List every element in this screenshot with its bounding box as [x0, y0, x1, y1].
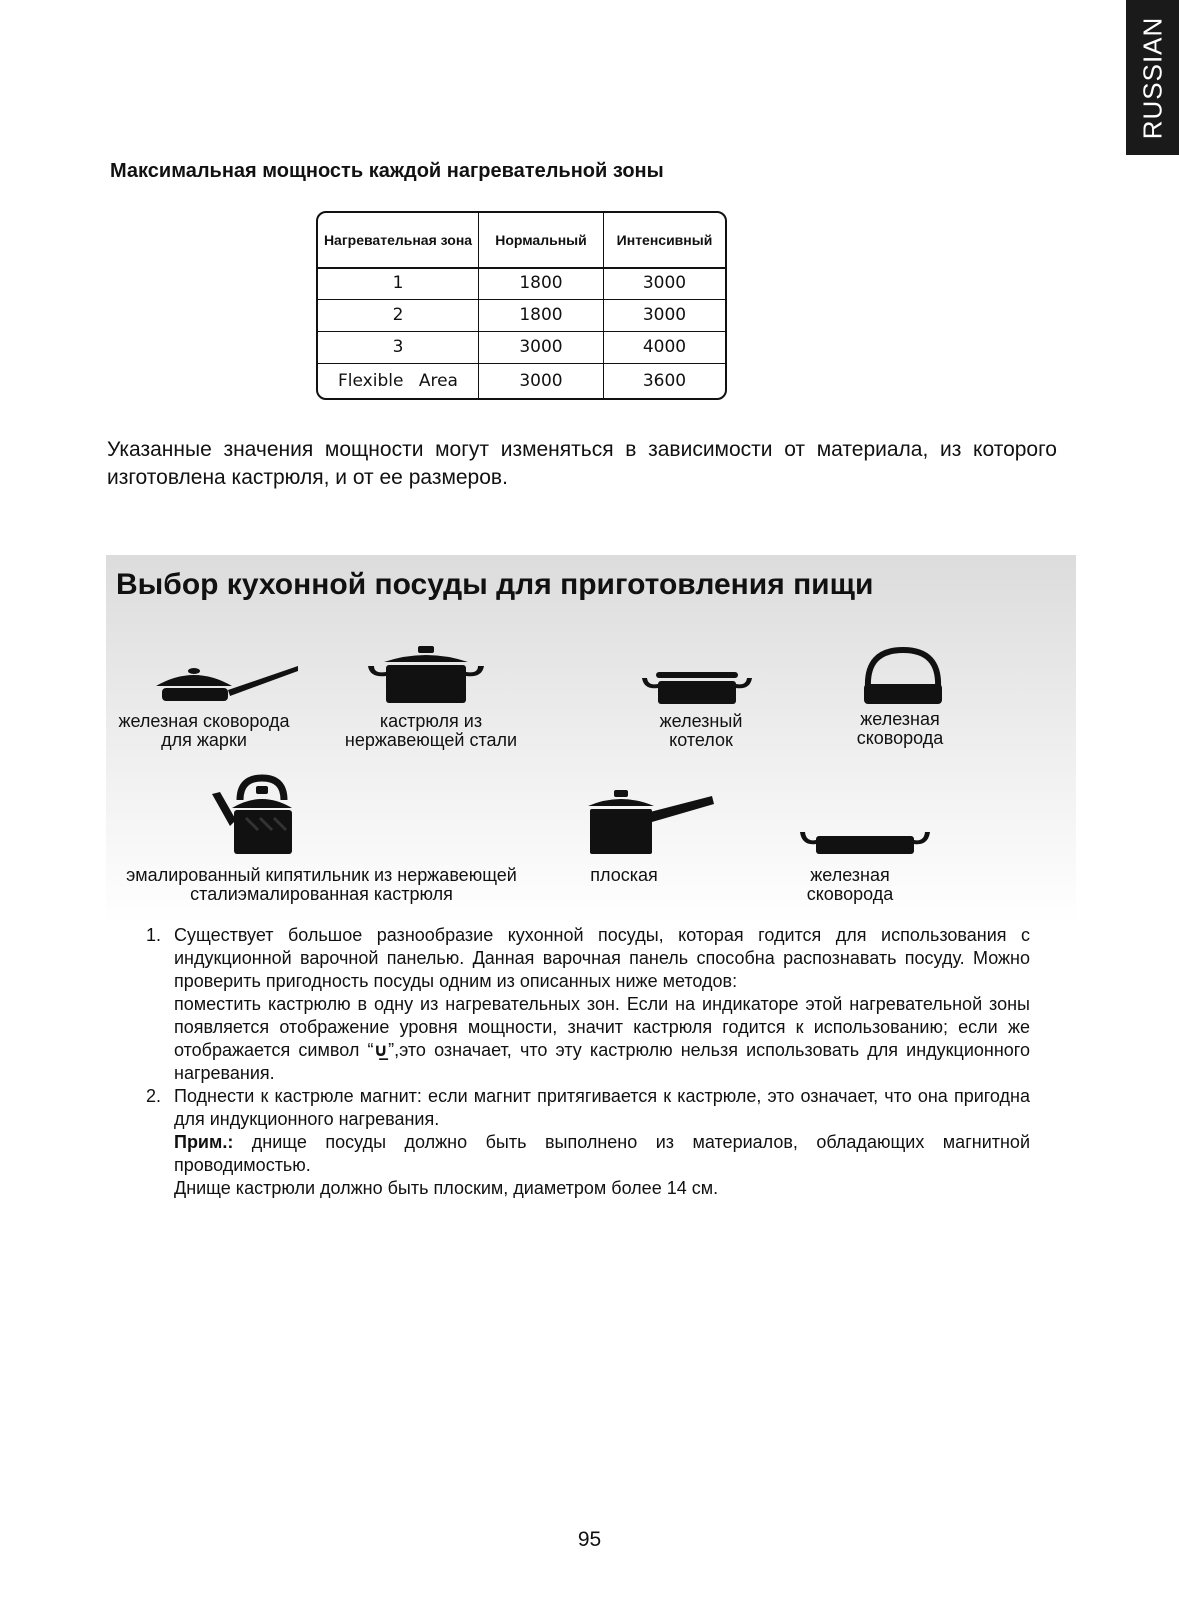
- normal-cell: 3000: [478, 363, 603, 398]
- language-tab-label: RUSSIAN: [1137, 16, 1167, 139]
- instruction-text: Днище кастрюли должно быть плоским, диаметром более 14 см.: [174, 1178, 719, 1198]
- header-normal: Нормальный: [478, 213, 603, 267]
- normal-cell: 1800: [478, 267, 603, 299]
- zone-cell: 2: [392, 305, 404, 325]
- intensive-cell: 3000: [603, 267, 725, 299]
- dome-pan-icon: [860, 646, 946, 706]
- table-row: [318, 299, 725, 332]
- no-pan-symbol: ∪̲: [373, 1040, 389, 1060]
- intensive-cell: 3000: [603, 299, 725, 331]
- zone-cell: 1: [392, 273, 404, 293]
- power-table: [316, 211, 727, 400]
- cookware-label-frying-pan: железная сковорода для жарки: [118, 711, 290, 750]
- language-tab: [1126, 0, 1179, 155]
- power-note: Указанные значения мощности могут изменяться в зависимости от материала, из которого изготовлена кастрюля, и от ее размеров.: [107, 438, 1057, 489]
- table-row: [318, 331, 725, 364]
- header-zone: Нагревательная зона: [323, 232, 473, 248]
- cookware-label-flat-pan: железная сковорода: [806, 865, 894, 904]
- iron-pot-icon: [640, 670, 754, 706]
- instructions-list: [146, 924, 1030, 1200]
- list-item: [146, 924, 1030, 1085]
- list-number: 1.: [146, 925, 162, 945]
- flat-pan-icon: [798, 826, 932, 858]
- saucepan-icon: [586, 788, 716, 856]
- cookware-label-dome-pan: железная сковорода: [856, 709, 944, 748]
- kettle-icon: [210, 772, 306, 856]
- intensive-cell: 3600: [603, 363, 725, 398]
- cookware-label-iron-pot: железный котелок: [659, 711, 743, 750]
- table-header-row: [318, 213, 725, 269]
- header-intensive: Интенсивный: [603, 213, 725, 267]
- instruction-text: поместить кастрюлю в одну из нагревательных зон. Если на индикаторе этой нагревательной зоны появляется отображение уровня мощности, значит кастрюля годится к использованию; если же отображается символ “∪̲”,это означает, что эту кастрюлю нельзя использовать для индукционного нагревания.: [174, 994, 1030, 1083]
- instruction-note: Прим.: днище посуды должно быть выполнено из материалов, обладающих магнитной проводимостью.: [174, 1132, 1030, 1175]
- intensive-cell: 4000: [603, 331, 725, 363]
- table-row: [318, 267, 725, 300]
- normal-cell: 1800: [478, 299, 603, 331]
- cookware-title: Выбор кухонной посуды для приготовления пищи: [116, 568, 874, 601]
- table-row: [318, 363, 725, 398]
- page-number: 95: [577, 1528, 602, 1551]
- frying-pan-icon: [152, 662, 300, 708]
- instruction-text: Поднести к кастрюле магнит: если магнит притягивается к кастрюле, это означает, что она пригодна для индукционного нагревания.: [174, 1086, 1030, 1129]
- list-item: [146, 1085, 1030, 1200]
- power-heading: Максимальная мощность каждой нагревательной зоны: [110, 160, 664, 182]
- zone-cell: Flexible Area: [338, 370, 458, 391]
- instruction-text: Существует большое разнообразие кухонной посуды, которая годится для использования с индукционной варочной панелью. Данная варочная панель способна распознавать посуду. Можно проверить пригодность посуды одним из описанных ниже методов:: [174, 925, 1030, 991]
- cookware-label-casserole: кастрюля из нержавеющей стали: [344, 711, 518, 750]
- cookware-label-saucepan: плоская: [590, 865, 658, 885]
- cookware-label-kettle: эмалированный кипятильник из нержавеющей сталиэмалированная кастрюля: [126, 865, 517, 904]
- normal-cell: 3000: [478, 331, 603, 363]
- casserole-icon: [366, 644, 486, 706]
- list-number: 2.: [146, 1086, 162, 1106]
- zone-cell: 3: [392, 337, 404, 357]
